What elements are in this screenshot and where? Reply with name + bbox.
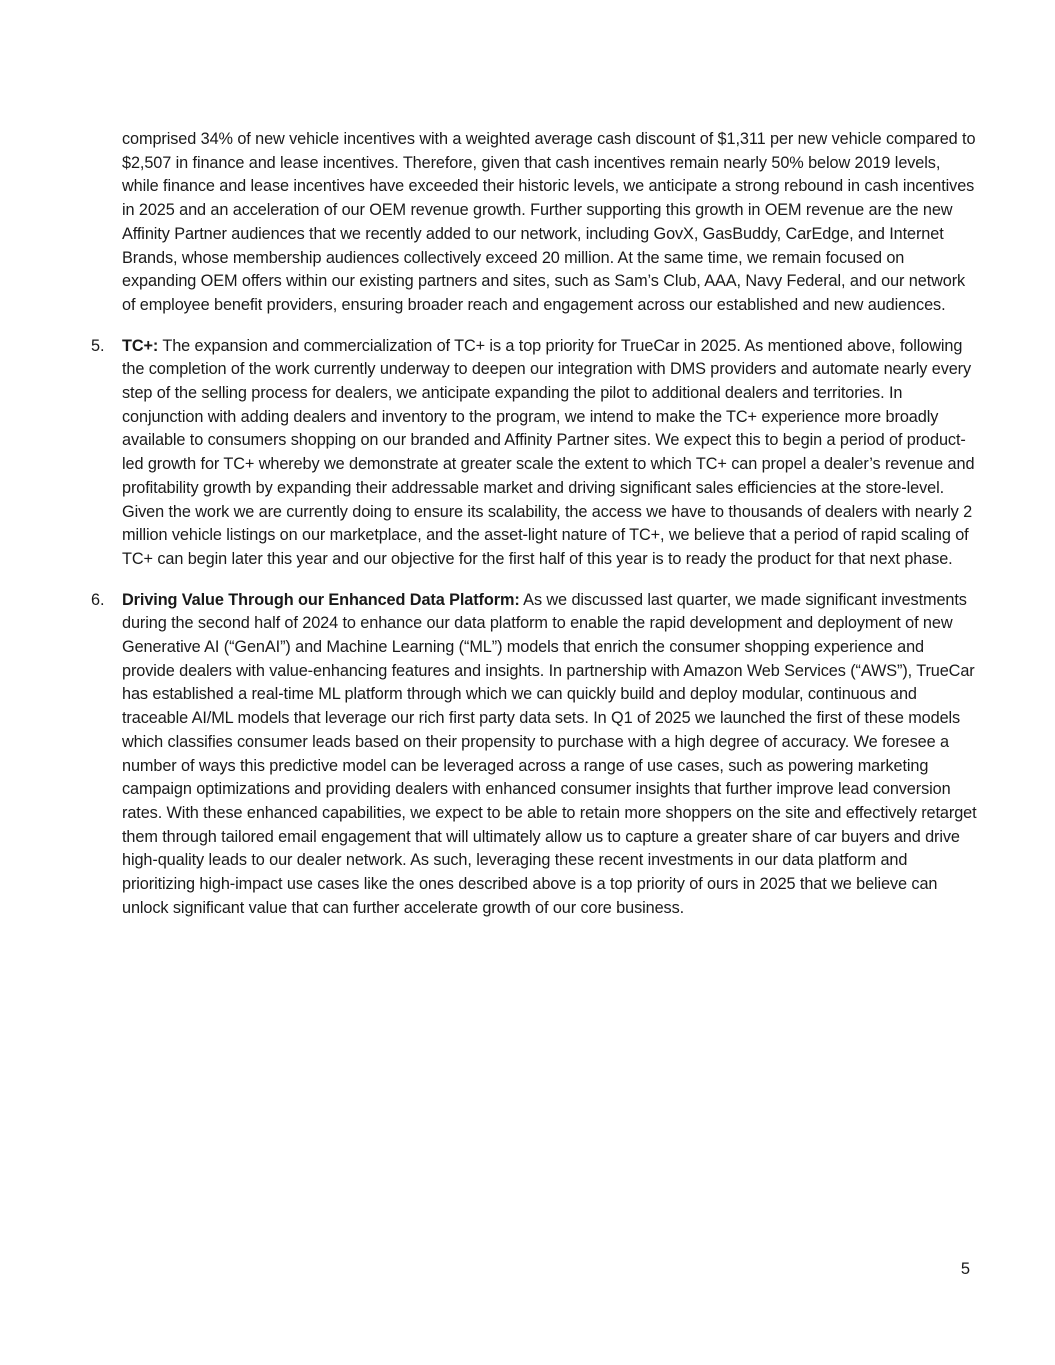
list-item-number: 5. bbox=[91, 336, 105, 355]
continuation-paragraph: comprised 34% of new vehicle incentives with a weighted average cash discount of $1,311 per new vehicle compared to $2,507 in finance and lease incentives. Therefore, given that cash incentives remain nearly 50% below 2019 levels, while finance and lease incentives have exceeded their historic levels, we anticipate a strong rebound in cash incentives in 2025 and an acceleration of our OEM revenue growth. Further supporting this growth in OEM revenue are the new Affinity Partner audiences that we recently added to our network, including GovX, GasBuddy, CarEdge, and Internet Brands, whose membership audiences collectively exceed 20 million. At the same time, we remain focused on expanding OEM offers within our existing partners and sites, such as Sam’s Club, AAA, Navy Federal, and our network of employee benefit providers, ensuring broader reach and engagement across our established and new audiences. bbox=[122, 130, 976, 314]
list-item-heading: TC+: bbox=[122, 336, 159, 355]
list-item-text: The expansion and commercialization of TC+ is a top priority for TrueCar in 2025. As mentioned above, following the completion of the work currently underway to deepen our integration with DMS providers and automate nearly every step of the selling process for dealers, we anticipate expanding the pilot to additional dealers and territories. In conjunction with adding dealers and inventory to the program, we intend to make the TC+ experience more broadly available to consumers shopping on our branded and Affinity Partner sites. We expect this to begin a period of product-led growth for TC+ whereby we demonstrate at greater scale the extent to which TC+ can propel a dealer’s revenue and profitability growth by expanding their addressable market and driving significant sales efficiencies at the store-level. Given the work we are currently doing to ensure its scalability, the access we have to thousands of dealers with nearly 2 million vehicle listings on our marketplace, and the asset-light nature of TC+, we believe that a period of rapid scaling of TC+ can begin later this year and our objective for the first half of this year is to ready the product for that next phase. bbox=[122, 336, 975, 568]
list-item-text: As we discussed last quarter, we made significant investments during the second half of 2024 to enhance our data platform to enable the rapid development and deployment of new Generative AI (“GenAI”) and Machine Learning (“ML”) models that enrich the consumer shopping experience and provide dealers with value-enhancing features and insights. In partnership with Amazon Web Services (“AWS”), TrueCar has established a real-time ML platform through which we can quickly build and deploy modular, continuous and traceable AI/ML models that leverage our rich first party data sets. In Q1 of 2025 we launched the first of these models which classifies consumer leads based on their propensity to purchase with a high degree of accuracy. We foresee a number of ways this predictive model can be leveraged across a range of use cases, such as powering marketing campaign optimizations and providing dealers with enhanced consumer insights that further improve lead conversion rates. With these enhanced capabilities, we expect to be able to retain more shoppers on the site and effectively retarget them through tailored email engagement that will ultimately allow us to capture a greater share of car buyers and drive high-quality leads to our dealer network. As such, leveraging these recent investments in our data platform and prioritizing high-impact use cases like the ones described above is a top priority of ours in 2025 that we believe can unlock significant value that can further accelerate growth of our core business. bbox=[122, 590, 977, 917]
page-content bbox=[91, 128, 980, 938]
page-number: 5 bbox=[960, 1260, 970, 1278]
list-item-data-platform bbox=[91, 589, 980, 921]
list-item-tc-plus bbox=[91, 335, 980, 572]
list-item-heading: Driving Value Through our Enhanced Data Platform: bbox=[122, 590, 520, 609]
list-item-number: 6. bbox=[91, 590, 105, 609]
